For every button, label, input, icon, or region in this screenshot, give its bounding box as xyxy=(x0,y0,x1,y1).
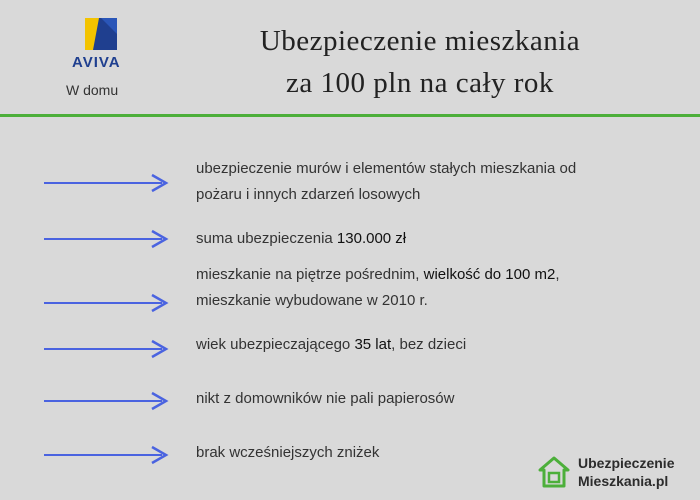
site-name-line-2: Mieszkania.pl xyxy=(578,473,669,489)
aviva-logo xyxy=(40,16,160,106)
aviva-mark-icon xyxy=(83,16,119,52)
arrow-right-icon xyxy=(44,390,170,412)
item-highlight: 35 lat xyxy=(354,336,392,353)
site-name-line-1: Ubezpieczenie xyxy=(578,455,675,471)
arrow-right-icon xyxy=(44,292,170,314)
item-text: , bez dzieci xyxy=(391,336,467,353)
item-text: , xyxy=(555,266,560,283)
title-line-2: za 100 pln na cały rok xyxy=(286,67,554,99)
item-highlight: 130.000 zł xyxy=(336,230,407,247)
brand-subtitle: W domu xyxy=(66,82,119,98)
item-text-line: ubezpieczenie murów i elementów stałych mieszkania od xyxy=(196,160,577,177)
item-text-line: pożaru i innych zdarzeń losowych xyxy=(196,186,421,203)
item-text: wiek ubezpieczającego xyxy=(196,336,355,353)
header xyxy=(0,0,700,116)
brand-name: AVIVA xyxy=(72,54,121,71)
arrow-right-icon xyxy=(44,228,170,250)
title-line-1: Ubezpieczenie mieszkania xyxy=(259,25,581,57)
item-text: brak wcześniejszych zniżek xyxy=(196,444,380,461)
item-text: suma ubezpieczenia xyxy=(196,230,337,247)
arrow-right-icon xyxy=(44,338,170,360)
item-highlight: wielkość do 100 m2 xyxy=(423,266,556,283)
item-text: nikt z domowników nie pali papierosów xyxy=(196,390,455,407)
page-title xyxy=(180,20,660,104)
item-text: mieszkanie na piętrze pośrednim, xyxy=(196,266,424,283)
item-text-line: mieszkanie wybudowane w 2010 r. xyxy=(196,292,428,309)
green-divider xyxy=(0,114,700,117)
site-logo xyxy=(538,452,698,494)
arrow-right-icon xyxy=(44,444,170,466)
arrow-right-icon xyxy=(44,172,170,194)
house-icon xyxy=(538,456,570,488)
